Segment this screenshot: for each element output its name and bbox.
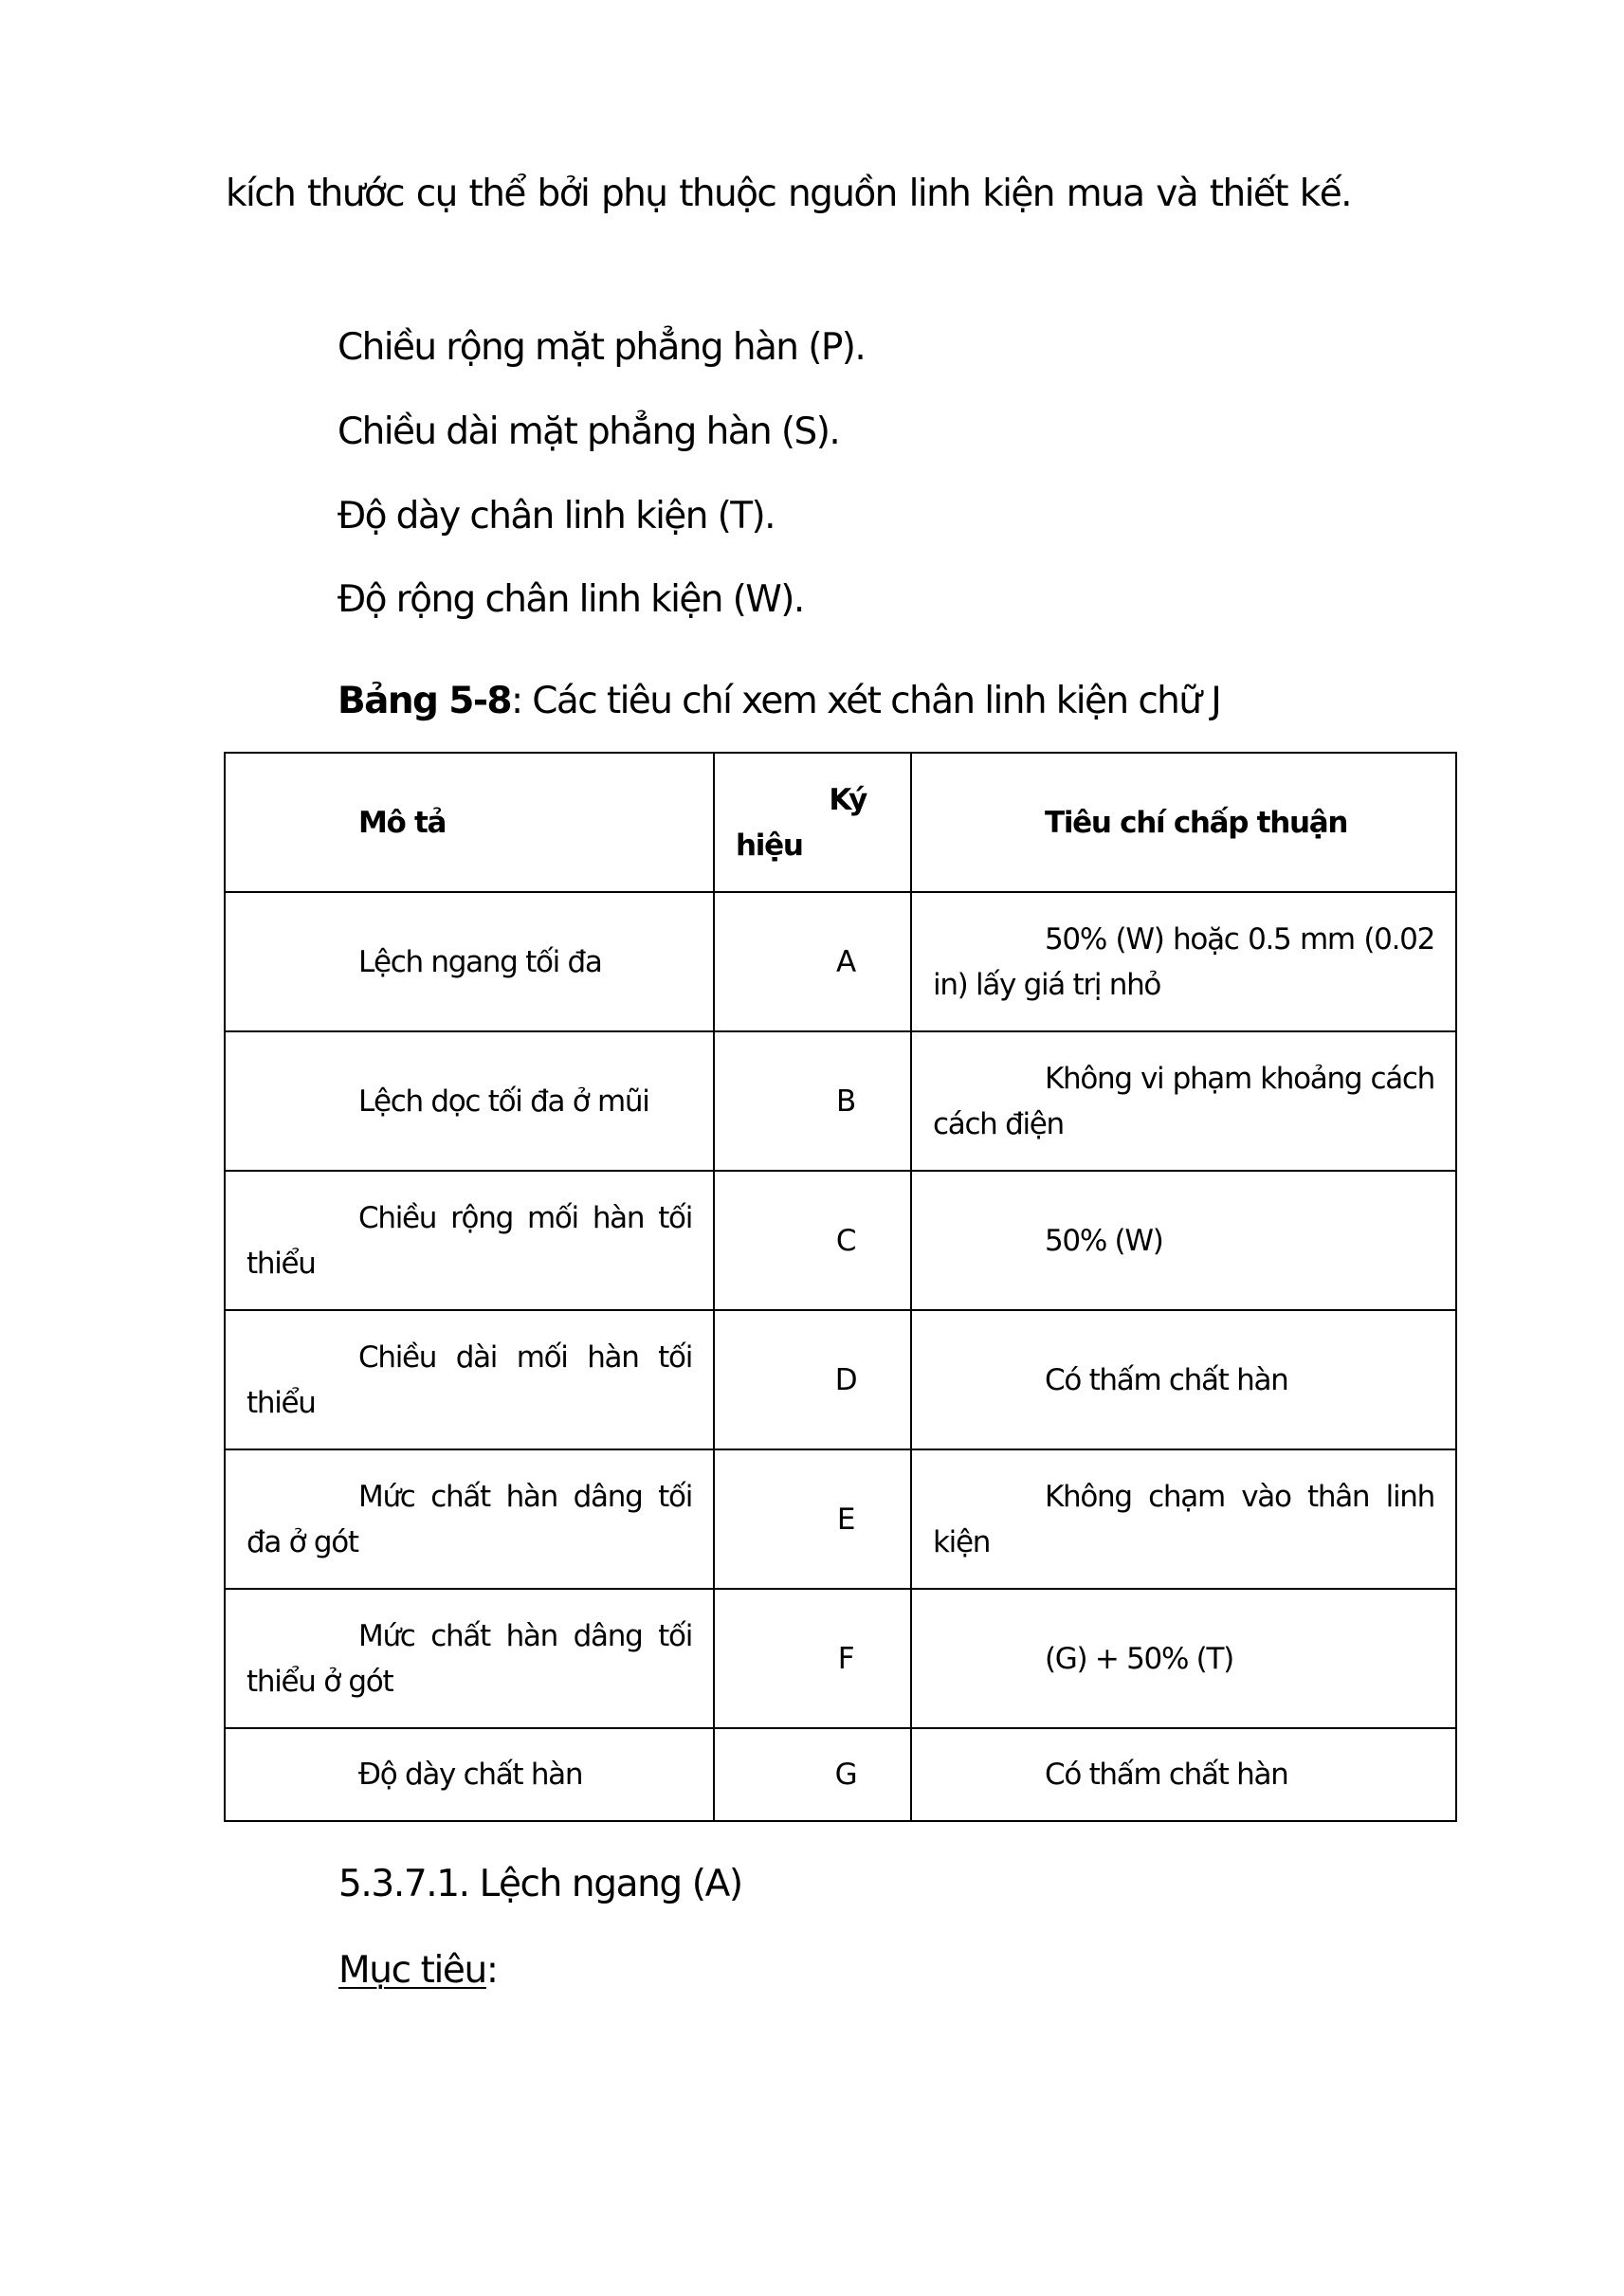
table-caption-text: : Các tiêu chí xem xét chân linh kiện chữ J: [510, 680, 1221, 722]
row-symbol: G: [714, 1728, 911, 1821]
row-symbol: A: [714, 892, 911, 1031]
row-description: Mức chất hàn dâng tối đa ở gót: [225, 1449, 714, 1589]
dimension-item: Độ rộng chân linh kiện (W).: [338, 578, 804, 621]
row-description: Lệch dọc tối đa ở mũi: [225, 1031, 714, 1171]
criteria-table: [224, 752, 1457, 1822]
table-row: [225, 1171, 1456, 1310]
table-row: [225, 1449, 1456, 1589]
row-criteria: Không chạm vào thân linh kiện: [911, 1449, 1456, 1589]
goal-colon: :: [485, 1949, 498, 1992]
header-symbol: [714, 753, 911, 892]
row-criteria: Có thấm chất hàn: [911, 1310, 1456, 1449]
row-criteria: 50% (W) hoặc 0.5 mm (0.02 in) lấy giá trị nhỏ: [911, 892, 1456, 1031]
table-caption: [338, 678, 1220, 725]
dimension-item: Chiều rộng mặt phẳng hàn (P).: [338, 326, 866, 369]
table-header-row: [225, 753, 1456, 892]
goal-heading: [338, 1947, 498, 1995]
row-criteria: 50% (W): [911, 1171, 1456, 1310]
table-row: [225, 892, 1456, 1031]
table-row: [225, 1589, 1456, 1728]
table-row: [225, 1031, 1456, 1171]
row-symbol: F: [714, 1589, 911, 1728]
row-description: Chiều rộng mối hàn tối thiểu: [225, 1171, 714, 1310]
row-criteria: Có thấm chất hàn: [911, 1728, 1456, 1821]
row-symbol: C: [714, 1171, 911, 1310]
table-row: [225, 1728, 1456, 1821]
header-symbol-line2: hiệu: [736, 828, 803, 863]
dimension-item: Độ dày chân linh kiện (T).: [338, 495, 775, 538]
row-description: Lệch ngang tối đa: [225, 892, 714, 1031]
header-symbol-line1: Ký: [829, 782, 867, 817]
row-description: Chiều dài mối hàn tối thiểu: [225, 1310, 714, 1449]
intro-paragraph: kích thước cụ thể bởi phụ thuộc nguồn linh kiện mua và thiết kế.: [226, 173, 1351, 215]
row-criteria: (G) + 50% (T): [911, 1589, 1456, 1728]
header-description: Mô tả: [225, 753, 714, 892]
table-row: [225, 1310, 1456, 1449]
row-description: Mức chất hàn dâng tối thiểu ở gót: [225, 1589, 714, 1728]
table-caption-label: Bảng 5-8: [338, 680, 511, 722]
row-criteria: Không vi phạm khoảng cách cách điện: [911, 1031, 1456, 1171]
header-criteria: Tiêu chí chấp thuận: [911, 753, 1456, 892]
section-heading: 5.3.7.1. Lệch ngang (A): [338, 1863, 742, 1905]
row-description: Độ dày chất hàn: [225, 1728, 714, 1821]
dimension-item: Chiều dài mặt phẳng hàn (S).: [338, 410, 840, 453]
goal-label: Mục tiêu: [338, 1949, 486, 1992]
row-symbol: D: [714, 1310, 911, 1449]
row-symbol: E: [714, 1449, 911, 1589]
row-symbol: B: [714, 1031, 911, 1171]
